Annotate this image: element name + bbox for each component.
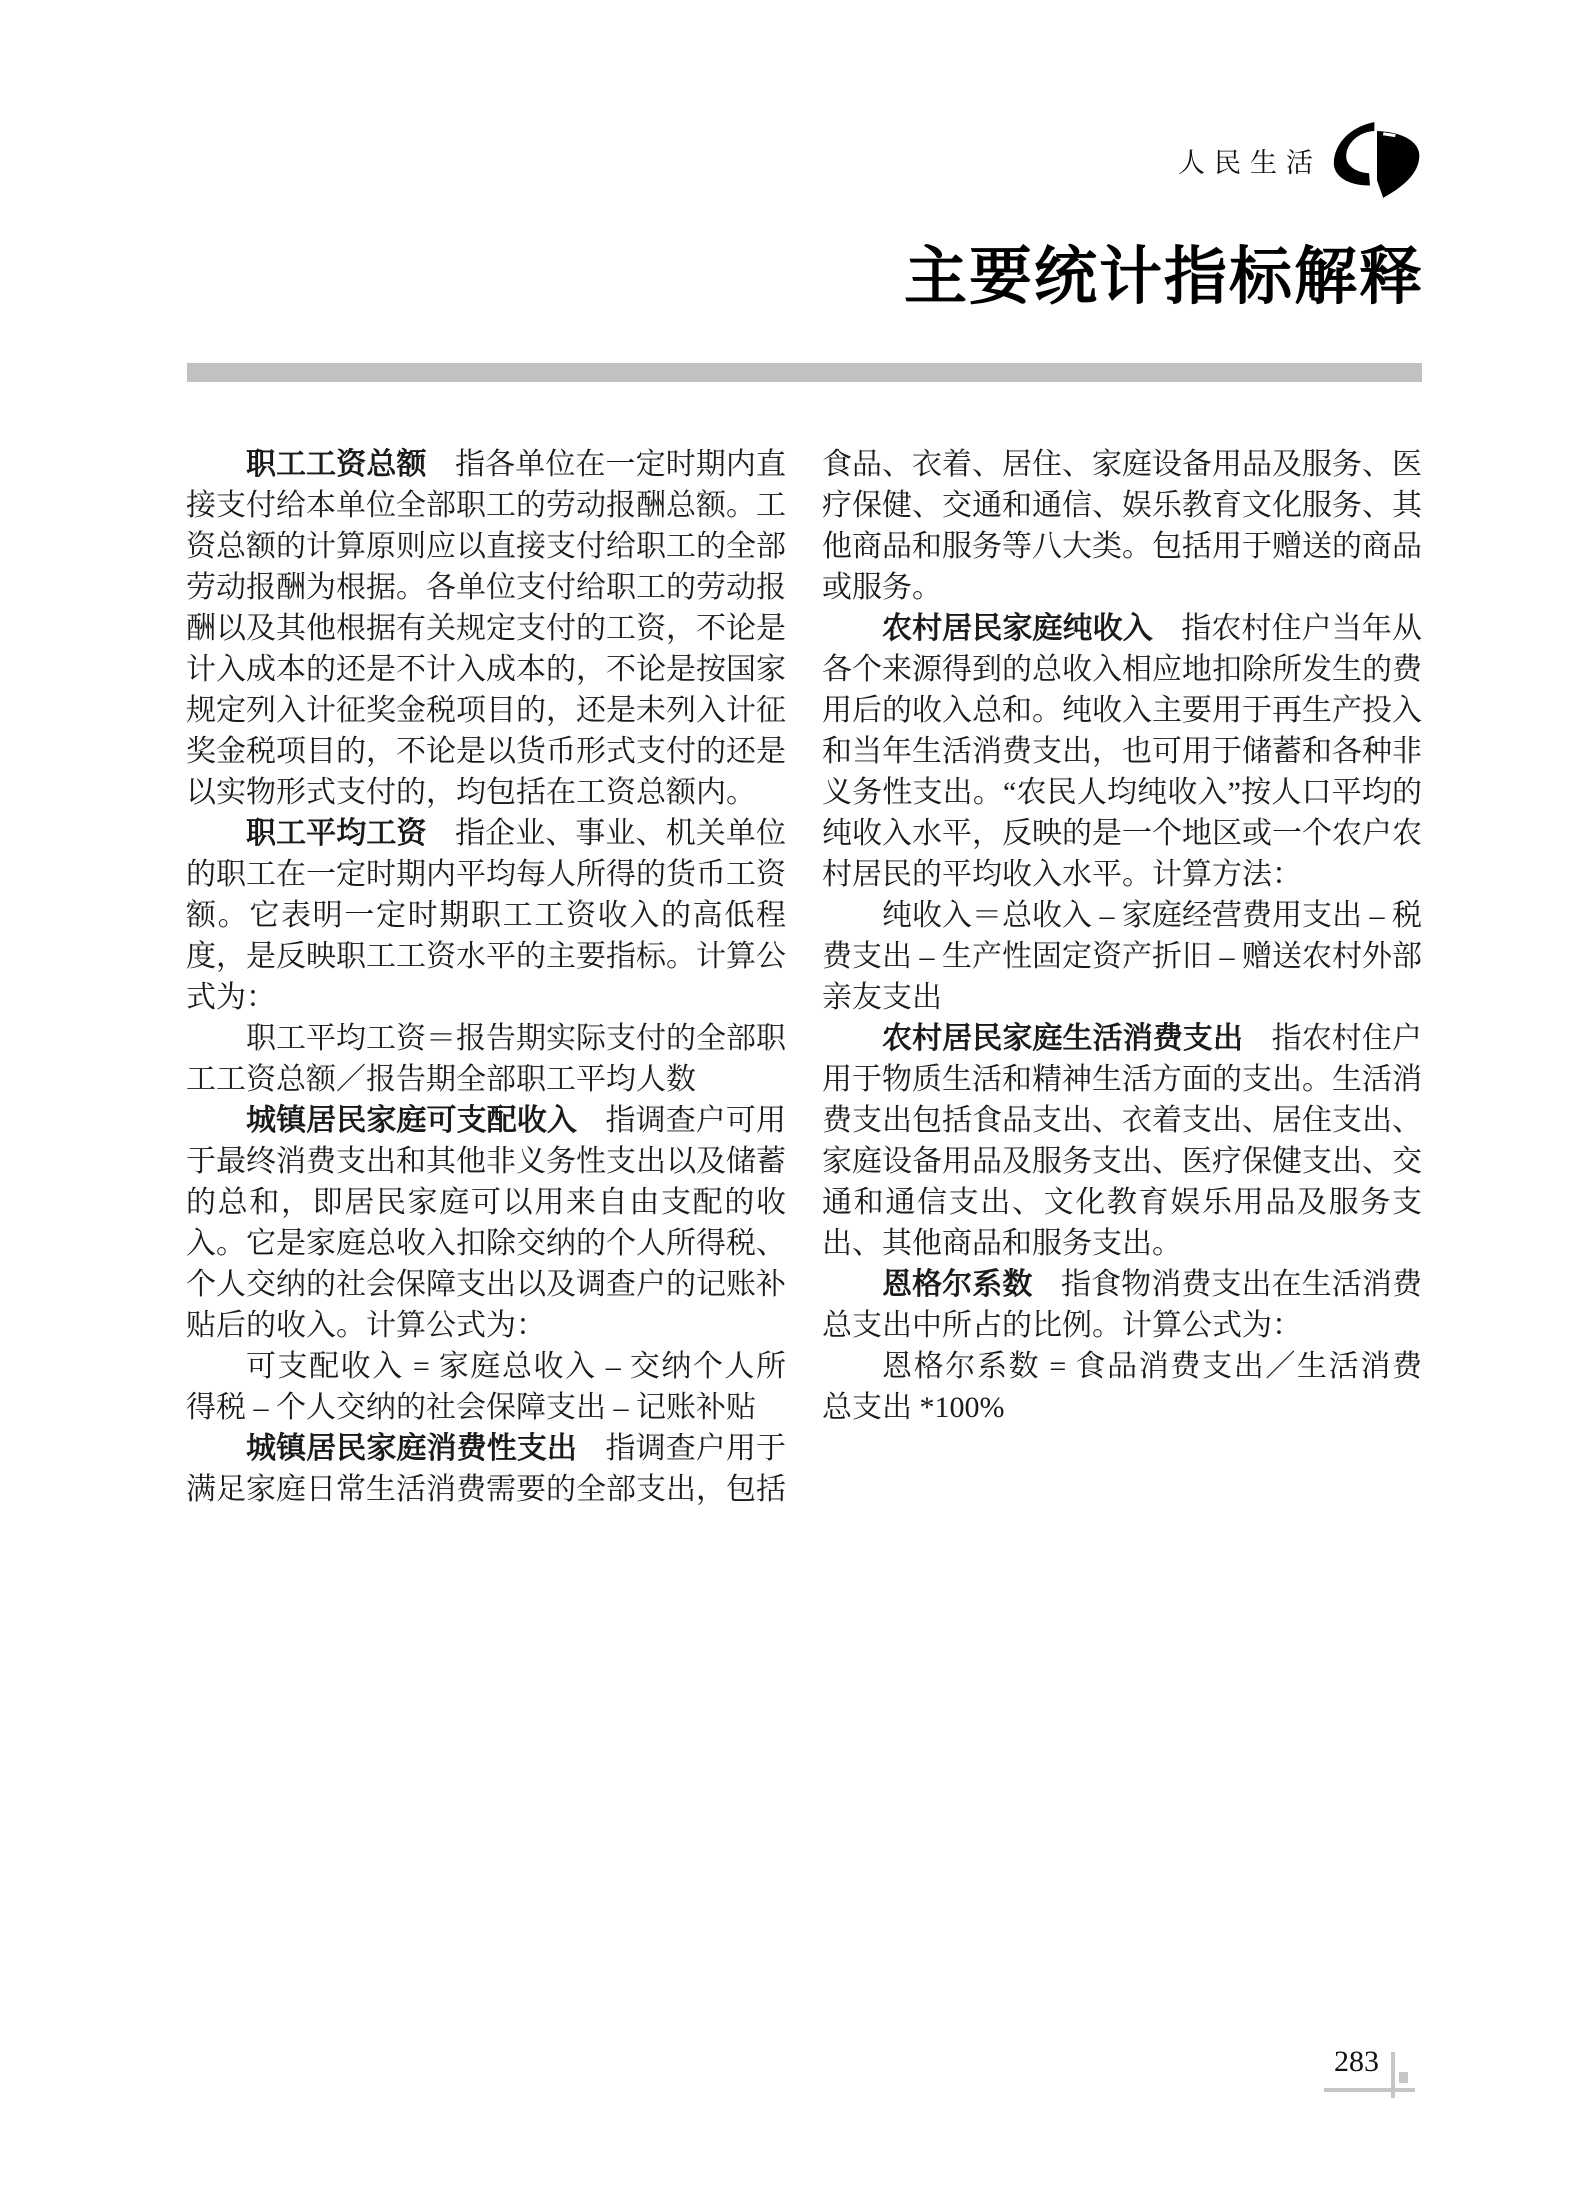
footer-vertical-rule: [1391, 2052, 1395, 2098]
footer-square-mark: [1399, 2072, 1408, 2083]
paragraph: [186, 444, 786, 813]
paragraph: [186, 1100, 786, 1346]
paragraph: [186, 813, 786, 1018]
paragraph-text: 指各单位在一定时期内直接支付给本单位全部职工的劳动报酬总额。工资总额的计算原则应以直接支付给职工的全部劳动报酬为根据。各单位支付给职工的劳动报酬以及其他根据有关规定支付的工资，不论是计入成本的还是不计入成本的，不论是按国家规定列入计征奖金税项目的，还是未列入计征奖金税项目的，不论是以货币形式支付的还是以实物形式支付的，均包括在工资总额内。: [186, 448, 786, 809]
header-section-label: 人民生活: [1178, 148, 1322, 178]
paragraph-text: 职工平均工资＝报告期实际支付的全部职工工资总额／报告期全部职工平均人数: [186, 1022, 786, 1096]
paragraph: [186, 1018, 786, 1100]
term-label: 城镇居民家庭可支配收入: [246, 1104, 578, 1137]
term-label: 恩格尔系数: [882, 1268, 1033, 1301]
page-number: 283: [1334, 2045, 1379, 2078]
paragraph-text: 可支配收入 = 家庭总收入 – 交纳个人所得税 – 个人交纳的社会保障支出 – 记账补贴: [186, 1350, 786, 1424]
term-label: 农村居民家庭生活消费支出: [882, 1022, 1244, 1055]
paragraph: [822, 444, 1422, 608]
paragraph-text: 指企业、事业、机关单位的职工在一定时期内平均每人所得的货币工资额。它表明一定时期职工工资收入的高低程度，是反映职工工资水平的主要指标。计算公式为：: [186, 817, 786, 1014]
paragraph-text: 恩格尔系数 = 食品消费支出／生活消费总支出 *100%: [822, 1350, 1422, 1424]
section-divider-bar: [187, 363, 1422, 382]
content-columns: [186, 444, 1422, 1510]
chapter-logo-icon: [1333, 120, 1421, 200]
footer-horizontal-rule: [1324, 2088, 1415, 2092]
paragraph: [186, 1428, 786, 1510]
paragraph: [822, 1264, 1422, 1346]
paragraph: [822, 1346, 1422, 1428]
paragraph: [822, 895, 1422, 1018]
paragraph: [822, 608, 1422, 895]
column-left: [186, 444, 786, 1510]
paragraph-text: 指农村住户当年从各个来源得到的总收入相应地扣除所发生的费用后的收入总和。纯收入主要用于再生产投入和当年生活消费支出，也可用于储蓄和各种非义务性支出。“农民人均纯收入”按人口平均的纯收入水平，反映的是一个地区或一个农户农村居民的平均收入水平。计算方法：: [822, 612, 1422, 891]
paragraph: [186, 1346, 786, 1428]
term-label: 城镇居民家庭消费性支出: [246, 1432, 578, 1465]
paragraph-text: 指农村住户用于物质生活和精神生活方面的支出。生活消费支出包括食品支出、衣着支出、居住支出、家庭设备用品及服务支出、医疗保健支出、交通和通信支出、文化教育娱乐用品及服务支出、其他商品和服务支出。: [822, 1022, 1422, 1260]
term-label: 职工工资总额: [246, 448, 427, 481]
paragraph: [822, 1018, 1422, 1264]
paragraph-text: 指调查户可用于最终消费支出和其他非义务性支出以及储蓄的总和，即居民家庭可以用来自由支配的收入。它是家庭总收入扣除交纳的个人所得税、个人交纳的社会保障支出以及调查户的记账补贴后的收入。计算公式为：: [186, 1104, 786, 1342]
term-label: 职工平均工资: [246, 817, 427, 850]
term-label: 农村居民家庭纯收入: [882, 612, 1153, 645]
paragraph-text: 指食物消费支出在生活消费总支出中所占的比例。计算公式为：: [822, 1268, 1422, 1342]
paragraph-text: 指调查户用于满足家庭日常生活消费需要的全部支出，包括: [186, 1432, 786, 1506]
paragraph-text: 食品、衣着、居住、家庭设备用品及服务、医疗保健、交通和通信、娱乐教育文化服务、其他商品和服务等八大类。包括用于赠送的商品或服务。: [822, 448, 1422, 604]
column-right: [822, 444, 1422, 1510]
page-title: 主要统计指标解释: [904, 242, 1424, 312]
paragraph-text: 纯收入＝总收入 – 家庭经营费用支出 – 税费支出 – 生产性固定资产折旧 – 赠送农村外部亲友支出: [822, 899, 1422, 1014]
